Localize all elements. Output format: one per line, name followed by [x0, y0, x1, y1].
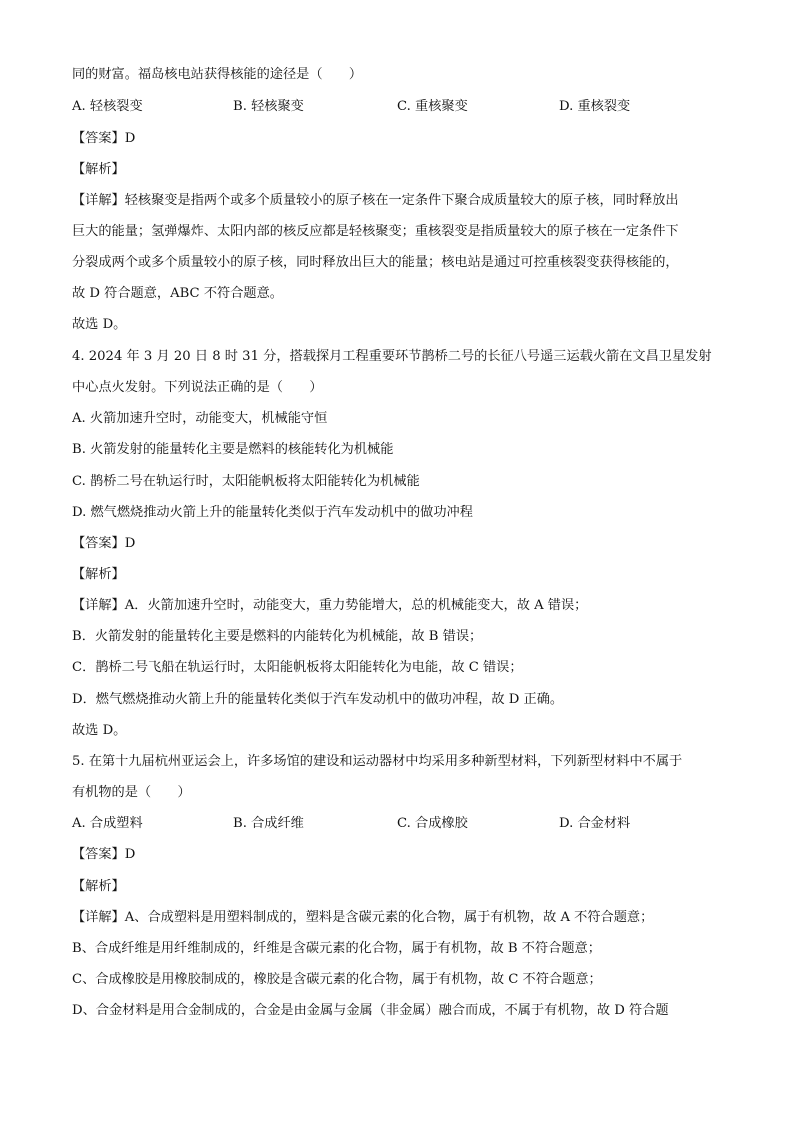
q3-option-d: D. 重核裂变 [559, 99, 631, 114]
q4-detail-line: 【详解】A．火箭加速升空时，动能变大，重力势能增大，总的机械能变大，故 A 错误； [72, 598, 588, 613]
q3-detail-line: 分裂成两个或多个质量较小的原子核，同时释放出巨大的能量；核电站是通过可控重核裂变获得核能的， [72, 255, 679, 270]
q4-option-d: D. 燃气燃烧推动火箭上升的能量转化类似于汽车发动机中的做功冲程 [72, 505, 473, 520]
q3-option-c: C. 重核聚变 [397, 99, 468, 114]
q3-conclusion: 故选 D。 [72, 317, 127, 332]
q5-detail-line: D、合金材料是用合金制成的，合金是由金属与金属（非金属）融合而成，不属于有机物，故 D 符合题 [72, 1003, 669, 1018]
q3-analysis-heading: 【解析】 [72, 162, 125, 177]
q3-options [72, 97, 722, 117]
q5-detail-line: C、合成橡胶是用橡胶制成的，橡胶是含碳元素的化合物，属于有机物，故 C 不符合题意； [72, 972, 602, 987]
q5-stem-line: 5. 在第十九届杭州亚运会上，许多场馆的建设和运动器材中均采用多种新型材料，下列新型材料中不属于 [72, 754, 683, 769]
q5-stem-line: 有机物的是（ ） [72, 785, 191, 800]
q4-stem-line: 4. 2024 年 3 月 20 日 8 时 31 分，搭载探月工程重要环节鹊桥二号的长征八号遥三运载火箭在文昌卫星发射 [72, 349, 712, 364]
q4-detail-line: D．燃气燃烧推动火箭上升的能量转化类似于汽车发动机中的做功冲程，故 D 正确。 [72, 692, 564, 707]
q5-option-c: C. 合成橡胶 [397, 816, 468, 831]
q3-detail-line: 【详解】轻核聚变是指两个或多个质量较小的原子核在一定条件下聚合成质量较大的原子核，同时释放出 [72, 193, 679, 208]
q4-stem-line: 中心点火发射。下列说法正确的是（ ） [72, 380, 323, 395]
q4-detail-line: B．火箭发射的能量转化主要是燃料的内能转化为机械能，故 B 错误； [72, 629, 483, 644]
q4-conclusion: 故选 D。 [72, 723, 127, 738]
q5-analysis-heading: 【解析】 [72, 879, 125, 894]
q3-detail-line: 故 D 符合题意，ABC 不符合题意。 [72, 286, 283, 301]
q4-analysis-heading: 【解析】 [72, 567, 125, 582]
q5-options [72, 814, 722, 834]
q4-option-b: B. 火箭发射的能量转化主要是燃料的核能转化为机械能 [72, 442, 394, 457]
q4-answer: 【答案】D [72, 536, 136, 551]
q5-option-d: D. 合金材料 [559, 816, 631, 831]
q3-option-a: A. 轻核裂变 [72, 99, 143, 114]
q5-detail-line: 【详解】A、合成塑料是用塑料制成的，塑料是含碳元素的化合物，属于有机物，故 A 不符合题意； [72, 910, 654, 925]
q5-option-a: A. 合成塑料 [72, 816, 143, 831]
q3-stem: 同的财富。福岛核电站获得核能的途径是（ ） [72, 67, 363, 82]
q3-option-b: B. 轻核聚变 [233, 99, 304, 114]
q3-detail-line: 巨大的能量；氢弹爆炸、太阳内部的核反应都是轻核聚变；重核裂变是指质量较大的原子核在一定条件下 [72, 224, 679, 239]
q3-answer: 【答案】D [72, 131, 136, 146]
q4-option-c: C. 鹊桥二号在轨运行时，太阳能帆板将太阳能转化为机械能 [72, 474, 420, 489]
q5-option-b: B. 合成纤维 [233, 816, 304, 831]
q4-detail-line: C．鹊桥二号飞船在轨运行时，太阳能帆板将太阳能转化为电能，故 C 错误； [72, 660, 523, 675]
q5-detail-line: B、合成纤维是用纤维制成的，纤维是含碳元素的化合物，属于有机物，故 B 不符合题意； [72, 941, 601, 956]
q4-option-a: A. 火箭加速升空时，动能变大，机械能守恒 [72, 411, 328, 426]
q5-answer: 【答案】D [72, 847, 136, 862]
